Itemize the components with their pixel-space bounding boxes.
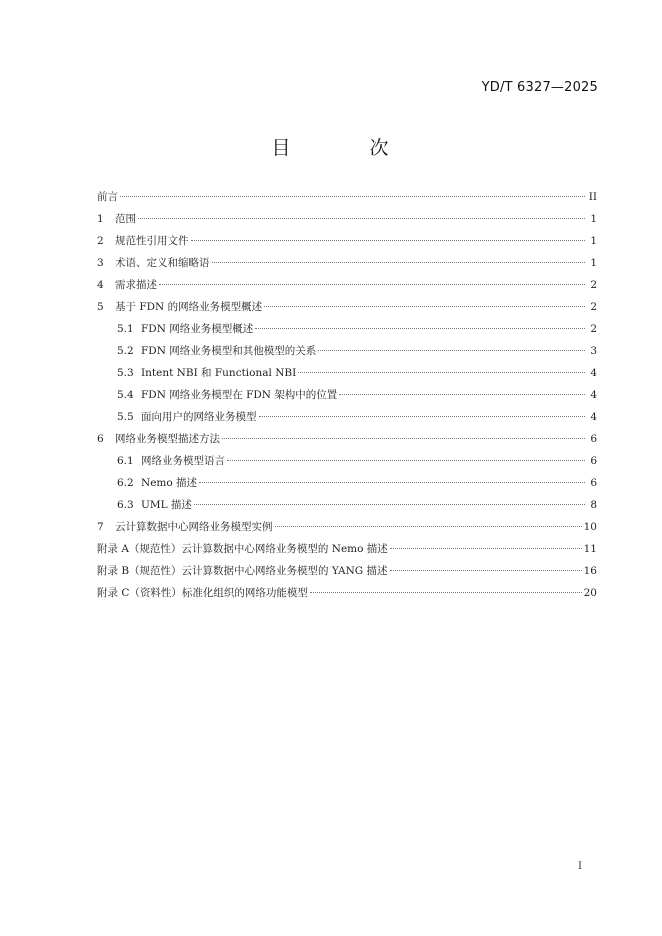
toc-entry-page: 1: [590, 257, 597, 269]
toc-entry-page: 20: [583, 587, 597, 599]
toc-entry[interactable]: [97, 208, 597, 230]
toc-entry-label: 云计算数据中心网络业务模型实例: [115, 521, 273, 533]
dot-leader: [390, 570, 582, 571]
toc-entry-number: 5: [97, 301, 104, 313]
toc-entry-page: 4: [590, 411, 597, 423]
toc-entry-label: 术语、定义和缩略语: [115, 257, 210, 269]
toc-entry[interactable]: [97, 340, 597, 362]
dot-leader: [275, 526, 582, 527]
dot-leader: [227, 460, 585, 461]
toc-entry-number: 5.3: [117, 367, 134, 379]
dot-leader: [255, 328, 585, 329]
toc-entry-label: FDN 网络业务模型在 FDN 架构中的位置: [141, 389, 338, 401]
toc-entry-number: 4: [97, 279, 104, 291]
toc-entry-label: UML 描述: [141, 499, 192, 511]
toc-entry[interactable]: [97, 494, 597, 516]
toc-entry[interactable]: [97, 296, 597, 318]
toc-entry-label: 范围: [115, 213, 136, 225]
toc-entry-page: 2: [590, 279, 597, 291]
toc-entry-page: 3: [590, 345, 597, 357]
dot-leader: [390, 548, 582, 549]
toc-entry-number: 6: [97, 433, 104, 445]
table-of-contents: [97, 186, 597, 604]
toc-entry-page: 2: [590, 301, 597, 313]
toc-entry[interactable]: [97, 252, 597, 274]
toc-entry[interactable]: [97, 406, 597, 428]
toc-entry-label: Nemo 描述: [141, 477, 198, 489]
toc-entry[interactable]: [97, 274, 597, 296]
toc-entry[interactable]: [97, 362, 597, 384]
toc-entry[interactable]: [97, 582, 597, 604]
toc-entry-page: 1: [590, 213, 597, 225]
dot-leader: [194, 504, 585, 505]
toc-entry-label: 附录 C（资料性）标准化组织的网络功能模型: [97, 587, 308, 599]
toc-entry-number: 5.4: [117, 389, 134, 401]
toc-entry[interactable]: [97, 560, 597, 582]
toc-entry-number: 3: [97, 257, 104, 269]
toc-entry-number: 5.2: [117, 345, 134, 357]
dot-leader: [310, 592, 582, 593]
dot-leader: [264, 306, 585, 307]
dot-leader: [298, 372, 585, 373]
toc-entry-number: 1: [97, 213, 104, 225]
toc-entry-number: 7: [97, 521, 104, 533]
dot-leader: [212, 262, 586, 263]
toc-entry-label: 需求描述: [115, 279, 157, 291]
toc-entry-page: 8: [590, 499, 597, 511]
dot-leader: [199, 482, 585, 483]
dot-leader: [259, 416, 586, 417]
toc-entry-page: 6: [590, 455, 597, 467]
toc-entry-label: 网络业务模型语言: [141, 455, 225, 467]
toc-entry-page: 2: [590, 323, 597, 335]
toc-entry-number: 5.1: [117, 323, 134, 335]
toc-entry-label: 规范性引用文件: [115, 235, 189, 247]
toc-entry-label: Intent NBI 和 Functional NBI: [141, 367, 297, 379]
toc-entry-number: 2: [97, 235, 104, 247]
toc-entry-number: 6.1: [117, 455, 134, 467]
toc-entry-label: FDN 网络业务模型和其他模型的关系: [141, 345, 317, 357]
page-title: 目 次: [271, 137, 419, 159]
toc-entry[interactable]: [97, 450, 597, 472]
toc-entry-label: 网络业务模型描述方法: [115, 433, 220, 445]
dot-leader: [159, 284, 585, 285]
toc-entry[interactable]: [97, 516, 597, 538]
page-number: I: [578, 861, 582, 872]
toc-entry[interactable]: [97, 384, 597, 406]
toc-entry-number: 5.5: [117, 411, 134, 423]
toc-entry[interactable]: [97, 318, 597, 340]
toc-entry-label: 附录 B（规范性）云计算数据中心网络业务模型的 YANG 描述: [97, 565, 388, 577]
toc-entry-label: 基于 FDN 的网络业务模型概述: [115, 301, 263, 313]
toc-entry-label: 面向用户的网络业务模型: [141, 411, 257, 423]
dot-leader: [191, 240, 586, 241]
toc-entry-page: 4: [590, 389, 597, 401]
toc-entry[interactable]: [97, 428, 597, 450]
toc-entry-page: 1: [590, 235, 597, 247]
toc-entry[interactable]: [97, 186, 597, 208]
toc-entry-page: 6: [590, 477, 597, 489]
toc-entry-page: II: [588, 191, 597, 203]
toc-entry-page: 16: [583, 565, 597, 577]
toc-entry-number: 6.3: [117, 499, 134, 511]
toc-entry-number: 6.2: [117, 477, 134, 489]
toc-entry[interactable]: [97, 472, 597, 494]
toc-entry-page: 6: [590, 433, 597, 445]
dot-leader: [339, 394, 585, 395]
dot-leader: [318, 350, 585, 351]
toc-entry-page: 4: [590, 367, 597, 379]
toc-entry-label: 前言: [97, 191, 118, 203]
dot-leader: [138, 218, 585, 219]
toc-entry-label: FDN 网络业务模型概述: [141, 323, 254, 335]
toc-entry-page: 11: [583, 543, 597, 555]
standard-code: YD/T 6327—2025: [481, 80, 598, 95]
toc-entry[interactable]: [97, 538, 597, 560]
toc-entry[interactable]: [97, 230, 597, 252]
dot-leader: [120, 196, 585, 197]
toc-entry-label: 附录 A（规范性）云计算数据中心网络业务模型的 Nemo 描述: [97, 543, 388, 555]
dot-leader: [222, 438, 585, 439]
toc-entry-page: 10: [583, 521, 597, 533]
